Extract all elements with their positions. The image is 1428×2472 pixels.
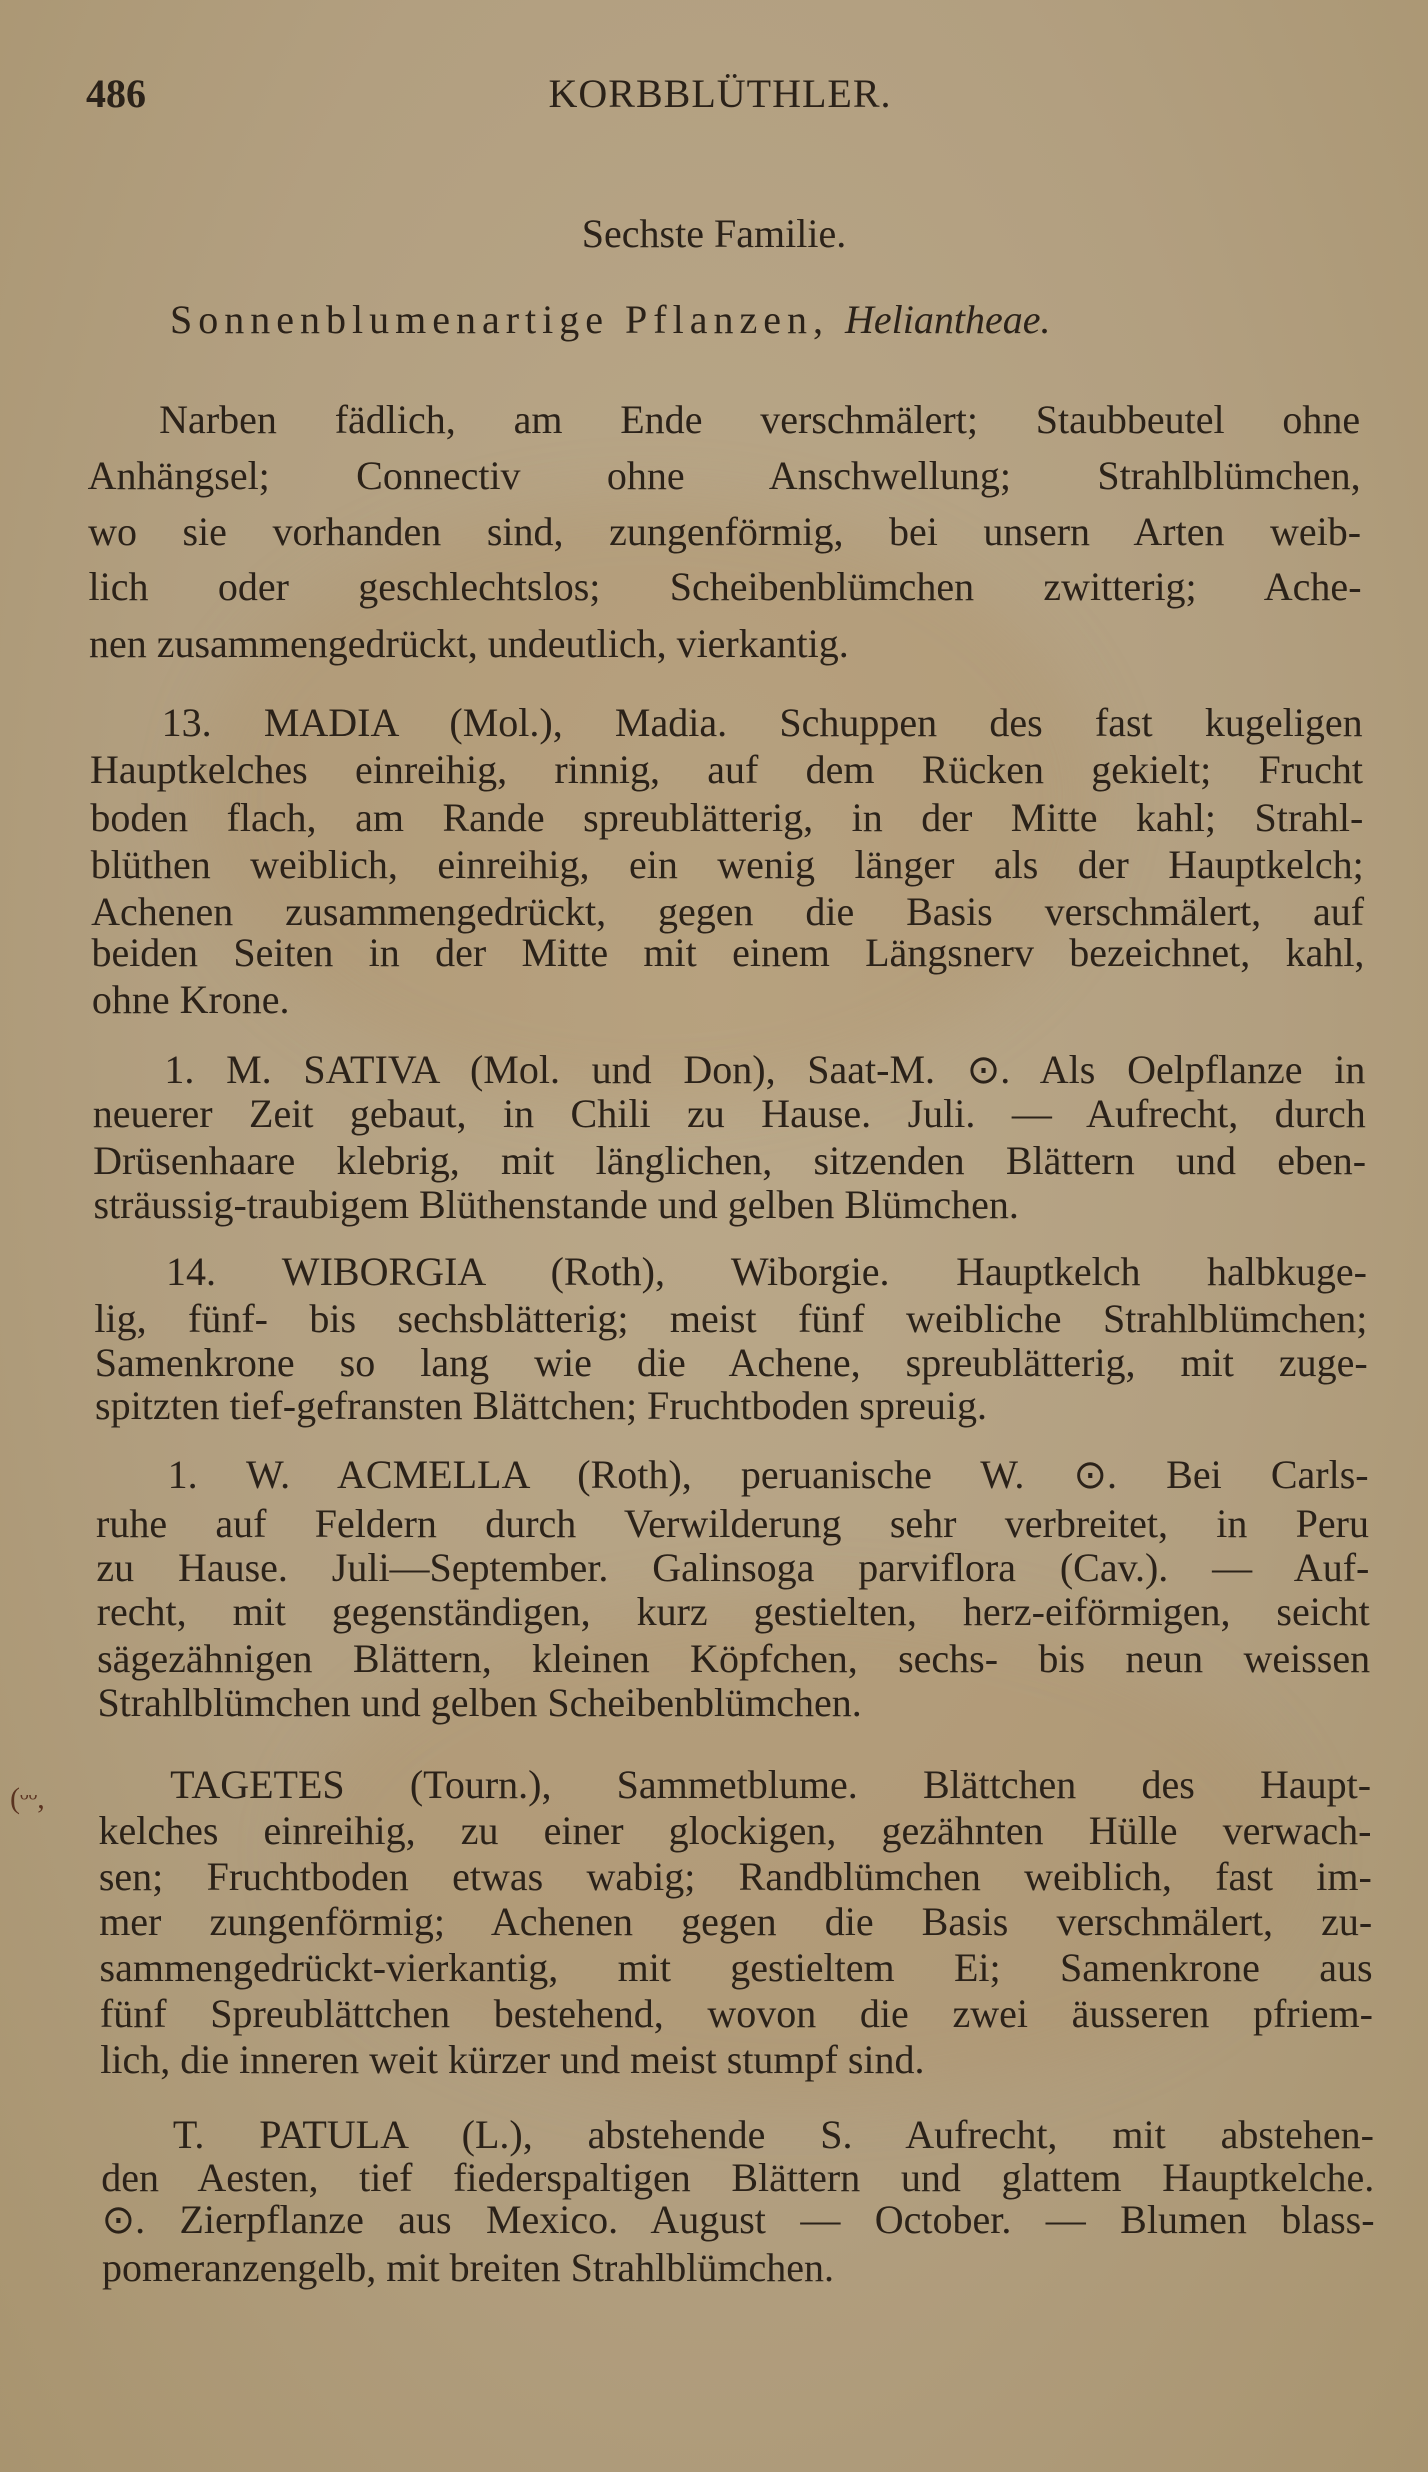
genus-tagetes-line: sammengedrückt-vierkantig, mit gestieltem Ei; Samenkrone aus: [99, 1945, 1373, 1991]
species-wiborgia-acmella-line: Strahlblümchen und gelben Scheibenblümchen.: [97, 1680, 862, 1726]
species-wiborgia-acmella-line: ruhe auf Feldern durch Verwilderung sehr verbreitet, in Peru: [96, 1500, 1369, 1546]
family-heading: Sechste Familie.: [581, 211, 847, 256]
running-title: KORBBLÜTHLER.: [548, 71, 892, 116]
genus-tagetes-line: fünf Spreublättchen bestehend, wovon die zwei äusseren pfriem-: [99, 1990, 1373, 2036]
family-description-line: Anhängsel; Connectiv ohne Anschwellung; Strahlblümchen,: [87, 452, 1361, 498]
family-description-line: nen zusammengedrückt, undeutlich, vierkantig.: [88, 621, 849, 667]
family-description-line: wo sie vorhanden sind, zungenförmig, bei unsern Arten weib-: [88, 509, 1362, 555]
family-description-line: Narben fädlich, am Ende verschmälert; Staubbeutel ohne: [159, 397, 1361, 443]
genus-madia-line: boden flach, am Rande spreublätterig, in der Mitte kahl; Strahl-: [90, 794, 1364, 840]
genus-madia-line: Achenen zusammengedrückt, gegen die Basis verschmälert, auf: [91, 889, 1365, 935]
genus-wiborgia-line: lig, fünf- bis sechsblätterig; meist fünf weibliche Strahlblümchen;: [94, 1295, 1368, 1341]
genus-tagetes-line: sen; Fruchtboden etwas wabig; Randblümchen weiblich, fast im-: [98, 1853, 1372, 1899]
genus-tagetes-line: TAGETES (Tourn.), Sammetblume. Blättchen des Haupt-: [170, 1762, 1372, 1808]
genus-wiborgia-line: Samenkrone so lang wie die Achene, spreublätterig, mit zuge-: [94, 1339, 1368, 1385]
species-madia-sativa-line: 1. M. SATIVA (Mol. und Don), Saat-M. ⊙. Als Oelpflanze in: [164, 1046, 1366, 1092]
genus-madia-line: beiden Seiten in der Mitte mit einem Längsnerv bezeichnet, kahl,: [91, 930, 1365, 976]
species-wiborgia-acmella-line: sägezähnigen Blättern, kleinen Köpfchen, sechs- bis neun weissen: [97, 1636, 1371, 1682]
species-wiborgia-acmella-line: zu Hause. Juli—September. Galinsoga parviflora (Cav.). — Auf-: [96, 1544, 1370, 1590]
genus-tagetes-line: mer zungenförmig; Achenen gegen die Basis verschmälert, zu-: [99, 1899, 1373, 1945]
subtitle-german: Sonnenblumenartige Pflanzen,: [170, 297, 829, 342]
genus-madia-line: Hauptkelches einreihig, rinnig, auf dem Rücken gekielt; Frucht: [89, 747, 1363, 793]
family-subtitle: [170, 296, 1050, 343]
species-madia-sativa-line: Drüsenhaare klebrig, mit länglichen, sitzenden Blättern und eben-: [93, 1138, 1367, 1184]
species-tagetes-patula-line: T. PATULA (L.), abstehende S. Aufrecht, mit abstehen-: [172, 2112, 1374, 2158]
genus-madia-line: blüthen weiblich, einreihig, ein wenig länger als der Hauptkelch;: [90, 841, 1364, 887]
page-number: 486: [86, 71, 146, 116]
genus-tagetes-line: kelches einreihig, zu einer glockigen, gezähnten Hülle verwach-: [98, 1808, 1372, 1854]
genus-wiborgia-line: 14. WIBORGIA (Roth), Wiborgie. Hauptkelch halbkuge-: [165, 1248, 1367, 1294]
genus-tagetes-line: lich, die inneren weit kürzer und meist stumpf sind.: [100, 2036, 925, 2082]
species-wiborgia-acmella-line: 1. W. ACMELLA (Roth), peruanische W. ⊙. Bei Carls-: [167, 1451, 1369, 1497]
species-tagetes-patula-line: ⊙. Zierpflanze aus Mexico. August — October. — Blumen blass-: [101, 2197, 1375, 2243]
species-tagetes-patula-line: pomeranzengelb, mit breiten Strahlblümchen.: [101, 2244, 834, 2290]
species-madia-sativa-line: sträussig-traubigem Blüthenstande und gelben Blümchen.: [93, 1182, 1019, 1228]
genus-madia-line: ohne Krone.: [91, 977, 290, 1023]
family-description-line: lich oder geschlechtslos; Scheibenblümchen zwitterig; Ache-: [88, 564, 1362, 610]
species-wiborgia-acmella-line: recht, mit gegenständigen, kurz gestielten, herz-eiförmigen, seicht: [96, 1588, 1370, 1634]
genus-wiborgia-line: spitzten tief-gefransten Blättchen; Fruchtboden spreuig.: [95, 1382, 987, 1428]
handwritten-margin-mark: (ᵕᵕ,: [10, 1782, 45, 1815]
species-tagetes-patula-line: den Aesten, tief fiederspaltigen Blättern und glattem Hauptkelche.: [101, 2154, 1375, 2200]
species-madia-sativa-line: neuerer Zeit gebaut, in Chili zu Hause. Juli. — Aufrecht, durch: [92, 1090, 1366, 1136]
subtitle-latin: Heliantheae.: [844, 297, 1051, 342]
genus-madia-line: 13. MADIA (Mol.), Madia. Schuppen des fast kugeligen: [161, 700, 1363, 746]
